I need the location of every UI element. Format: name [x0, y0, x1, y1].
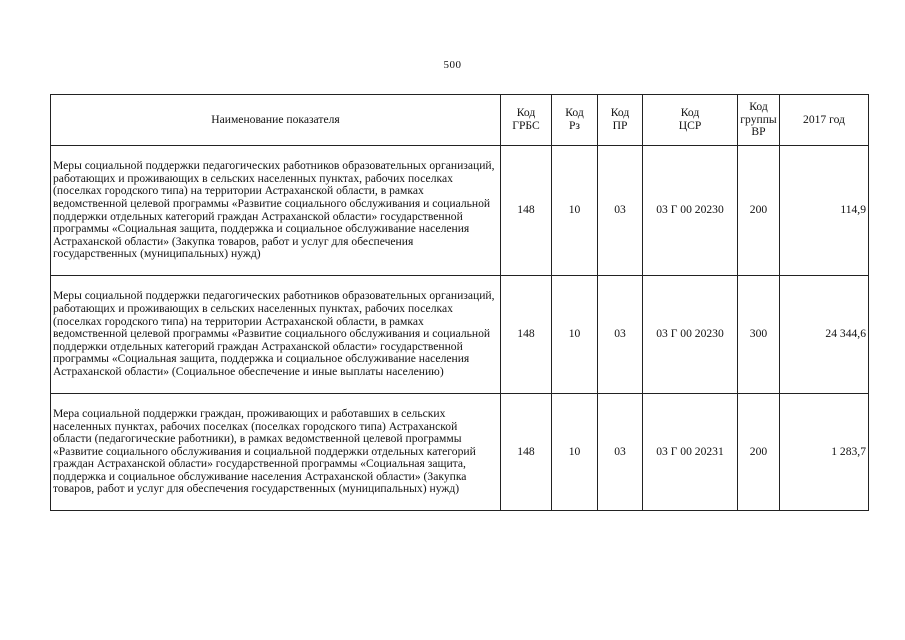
row-vr: 300: [738, 276, 780, 394]
row-grbs: 148: [501, 276, 552, 394]
table-row: [51, 394, 869, 511]
budget-table: [50, 94, 869, 511]
row-rz: 10: [552, 276, 598, 394]
table-row: [51, 146, 869, 276]
header-rz: Код Рз: [552, 95, 598, 146]
table-row: [51, 276, 869, 394]
header-year: 2017 год: [780, 95, 869, 146]
row-amount: 114,9: [780, 146, 869, 276]
header-name: Наименование показателя: [51, 95, 501, 146]
row-csr: 03 Г 00 20231: [643, 394, 738, 511]
header-row: [51, 95, 869, 146]
header-pr: Код ПР: [598, 95, 643, 146]
row-name: Меры социальной поддержки педагогических работников образовательных организаций, работающих и проживающих в сельских населенных пунктах, рабочих поселках (поселках городского типа) на территории Астраханской области, в рамках ведомственной целевой программы «Развитие социального обслуживания и социальной поддержки отдельных категорий граждан Астраханской области» государственной программы «Социальная защита, поддержка и социальное обслуживание населения Астраханской области» (Социальное обеспечение и иные выплаты населению): [51, 276, 501, 394]
header-csr: Код ЦСР: [643, 95, 738, 146]
row-csr: 03 Г 00 20230: [643, 276, 738, 394]
row-grbs: 148: [501, 394, 552, 511]
row-csr: 03 Г 00 20230: [643, 146, 738, 276]
row-vr: 200: [738, 394, 780, 511]
row-pr: 03: [598, 276, 643, 394]
row-pr: 03: [598, 146, 643, 276]
row-rz: 10: [552, 394, 598, 511]
header-grbs: Код ГРБС: [501, 95, 552, 146]
page-number: 500: [443, 59, 462, 71]
row-name: Меры социальной поддержки педагогических работников образовательных организаций, работающих и проживающих в сельских населенных пунктах, рабочих поселках (поселках городского типа) на территории Астраханской области, в рамках ведомственной целевой программы «Развитие социального обслуживания и социальной поддержки отдельных категорий граждан Астраханской области» государственной программы «Социальная защита, поддержка и социальное обслуживание населения Астраханской области» (Закупка товаров, работ и услуг для обеспечения государственных (муниципальных) нужд): [51, 146, 501, 276]
table-body: [51, 146, 869, 511]
table-header: [51, 95, 869, 146]
row-rz: 10: [552, 146, 598, 276]
row-pr: 03: [598, 394, 643, 511]
header-vr: Код группы ВР: [738, 95, 780, 146]
row-name: Мера социальной поддержки граждан, проживающих и работавших в сельских населенных пунктах, рабочих поселках (поселках городского типа) Астраханской области (педагогические работники), в рамках ведомственной целевой программы «Развитие социального обслуживания и социальной поддержки отдельных категорий граждан Астраханской области» государственной программы «Социальная защита, поддержка и социальное обслуживание населения Астраханской области» (Закупка товаров, работ и услуг для обеспечения государственных (муниципальных) нужд): [51, 394, 501, 511]
row-amount: 1 283,7: [780, 394, 869, 511]
row-grbs: 148: [501, 146, 552, 276]
row-amount: 24 344,6: [780, 276, 869, 394]
row-vr: 200: [738, 146, 780, 276]
